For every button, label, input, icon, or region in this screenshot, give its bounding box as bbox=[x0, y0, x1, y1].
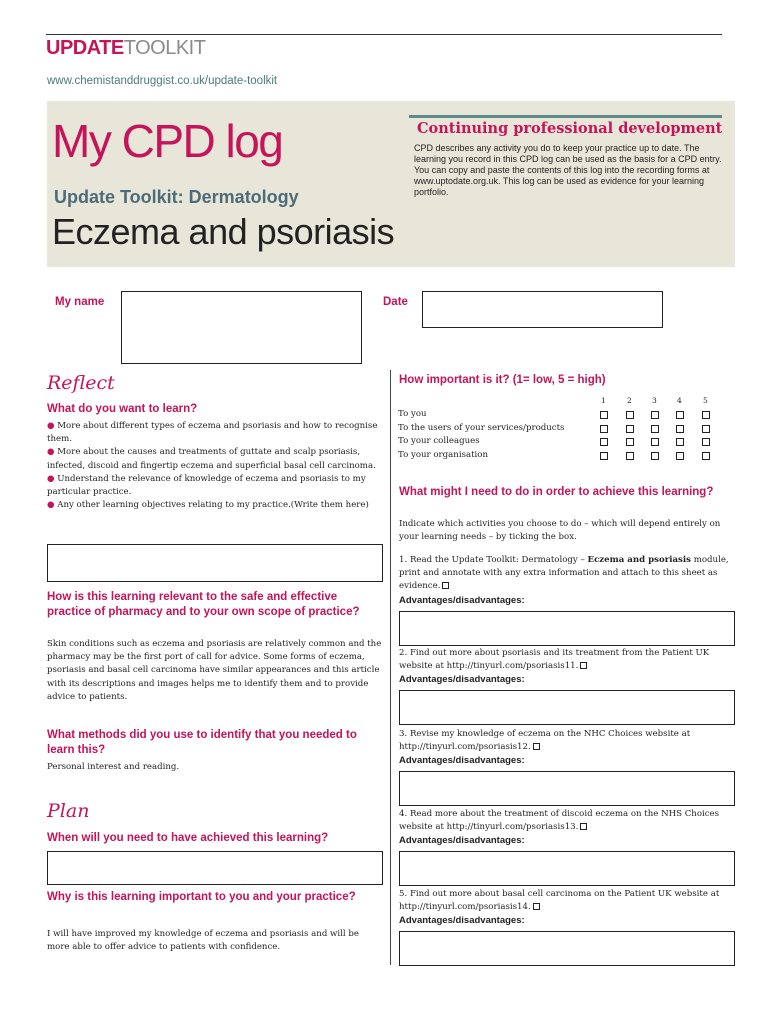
scale-5: 5 bbox=[703, 396, 708, 405]
reflect-bullets bbox=[47, 420, 382, 512]
importance-row bbox=[398, 408, 718, 422]
row-label: To your organisation bbox=[398, 449, 489, 460]
checkbox[interactable] bbox=[626, 411, 634, 419]
checkbox[interactable] bbox=[702, 452, 710, 460]
importance-question: How important is it? (1= low, 5 = high) bbox=[399, 374, 606, 386]
checkbox[interactable] bbox=[600, 411, 608, 419]
bullet-item: ● Understand the relevance of knowledge of eczema and psoriasis to my particular practice. bbox=[47, 473, 366, 498]
checkbox[interactable] bbox=[676, 411, 684, 419]
checkbox[interactable] bbox=[651, 438, 659, 446]
activity-item-5: 5. Find out more about basal cell carcinoma on the Patient UK website at http://tinyurl.com/psoriasis14. Advantages/disadvantages: bbox=[399, 888, 729, 928]
bullet-item: ● Any other learning objectives relating to my practice.(Write them here) bbox=[47, 500, 369, 511]
rating-scale-header bbox=[398, 396, 718, 408]
activity-item-2: 2. Find out more about psoriasis and its treatment from the Patient UK website at http://tinyurl.com/psoriasis11. Advantages/disadvantages: bbox=[399, 647, 729, 687]
advantages-field-2[interactable] bbox=[399, 690, 735, 725]
checkbox[interactable] bbox=[651, 452, 659, 460]
scale-4: 4 bbox=[677, 396, 682, 405]
checkbox[interactable] bbox=[626, 425, 634, 433]
row-label: To you bbox=[398, 409, 427, 419]
importance-row bbox=[398, 449, 718, 463]
reflect-heading: Reflect bbox=[47, 372, 115, 394]
learning-objectives-field[interactable] bbox=[47, 544, 383, 582]
name-label: My name bbox=[55, 296, 105, 308]
checkbox[interactable] bbox=[702, 425, 710, 433]
checkbox[interactable] bbox=[600, 425, 608, 433]
reflect-question-1: What do you want to learn? bbox=[47, 403, 198, 415]
importance-row bbox=[398, 435, 718, 449]
reflect-answer-2: Skin conditions such as eczema and psoriasis are relatively common and the pharmacy may be the first port of call for advice. Some forms of eczema, psoriasis and basal cell carcinoma have similar appearances and this article with its descriptions and images helps me to identify them and to provide advice to patients. bbox=[47, 639, 382, 702]
date-label: Date bbox=[383, 296, 408, 308]
page-subtitle: Update Toolkit: Dermatology bbox=[54, 187, 299, 207]
plan-question-2: Why is this learning important to you and your practice? bbox=[47, 891, 356, 903]
scale-2: 2 bbox=[627, 396, 632, 405]
checkbox[interactable] bbox=[676, 425, 684, 433]
site-url[interactable]: www.chemistanddruggist.co.uk/update-toolkit bbox=[47, 75, 278, 87]
reflect-question-3: What methods did you use to identify that you needed to learn this? bbox=[47, 729, 357, 756]
activity-item-1: 1. Read the Update Toolkit: Dermatology – Eczema and psoriasis module, print and annotate with any extra information and attach to this sheet as evidence. Advantages/disadvantages: bbox=[399, 555, 729, 606]
checkbox[interactable] bbox=[626, 438, 634, 446]
advantages-label: Advantages/disadvantages: bbox=[399, 594, 525, 606]
advantages-label: Advantages/disadvantages: bbox=[399, 755, 525, 767]
achieve-by-field[interactable] bbox=[47, 851, 383, 885]
plan-question-1: When will you need to have achieved this learning? bbox=[47, 832, 329, 844]
checkbox[interactable] bbox=[676, 438, 684, 446]
name-field[interactable] bbox=[121, 291, 362, 364]
row-label: To the users of your services/products bbox=[398, 422, 565, 433]
checkbox[interactable] bbox=[651, 411, 659, 419]
advantages-field-5[interactable] bbox=[399, 931, 735, 966]
achieve-intro: Indicate which activities you choose to do – which will depend entirely on your learning needs – by ticking the box. bbox=[399, 519, 721, 543]
checkbox[interactable] bbox=[702, 411, 710, 419]
checkbox[interactable] bbox=[626, 452, 634, 460]
checkbox[interactable] bbox=[676, 452, 684, 460]
topic-title: Eczema and psoriasis bbox=[52, 211, 395, 252]
checkbox[interactable] bbox=[580, 662, 587, 669]
cpd-heading: Continuing professional development bbox=[417, 120, 723, 137]
checkbox[interactable] bbox=[702, 438, 710, 446]
advantages-label: Advantages/disadvantages: bbox=[399, 835, 525, 847]
advantages-field-4[interactable] bbox=[399, 851, 735, 886]
checkbox[interactable] bbox=[442, 582, 449, 589]
activity-item-3: 3. Revise my knowledge of eczema on the NHC Choices website at http://tinyurl.com/psoriasis12. Advantages/disadvantages: bbox=[399, 728, 729, 768]
checkbox[interactable] bbox=[600, 452, 608, 460]
importance-row bbox=[398, 422, 718, 436]
advantages-field-1[interactable] bbox=[399, 611, 735, 646]
achieve-question: What might I need to do in order to achieve this learning? bbox=[399, 486, 714, 498]
checkbox[interactable] bbox=[651, 425, 659, 433]
cpd-description: CPD describes any activity you do to keep your practice up to date. The learning you record in this CPD log can be used as the basis for a CPD entry. You can copy and paste the contents of this log into the recording forms at www.uptodate.org.uk. This log can be used as evidence for your learning portfolio. bbox=[414, 143, 722, 197]
importance-table bbox=[398, 396, 718, 462]
advantages-field-3[interactable] bbox=[399, 771, 735, 806]
scale-1: 1 bbox=[601, 396, 606, 405]
checkbox[interactable] bbox=[533, 903, 540, 910]
advantages-label: Advantages/disadvantages: bbox=[399, 674, 525, 686]
reflect-answer-3: Personal interest and reading. bbox=[47, 762, 180, 772]
cpd-rule bbox=[409, 115, 722, 118]
advantages-label: Advantages/disadvantages: bbox=[399, 915, 525, 927]
column-divider bbox=[390, 370, 391, 965]
page-title: My CPD log bbox=[52, 115, 283, 167]
plan-answer-2: I will have improved my knowledge of eczema and psoriasis and will be more able to offer advice to patients with confidence. bbox=[47, 929, 359, 953]
bullet-item: ● More about different types of eczema and psoriasis and how to recognise them. bbox=[47, 421, 378, 445]
checkbox[interactable] bbox=[533, 743, 540, 750]
scale-3: 3 bbox=[652, 396, 657, 405]
checkbox[interactable] bbox=[580, 823, 587, 830]
row-label: To your colleagues bbox=[398, 436, 480, 446]
checkbox[interactable] bbox=[600, 438, 608, 446]
brand-logo: UPDATETOOLKIT bbox=[46, 37, 206, 59]
bullet-item: ● More about the causes and treatments of guttate and scalp psoriasis, infected, discoid and fingertip eczema and superficial basal cell carcinoma. bbox=[47, 447, 376, 471]
reflect-question-2: How is this learning relevant to the safe and effective practice of pharmacy and to your own scope of practice? bbox=[47, 591, 360, 618]
activity-item-4: 4. Read more about the treatment of discoid eczema on the NHS Choices website at http://tinyurl.com/psoriasis13. Advantages/disadvantages: bbox=[399, 808, 729, 848]
date-field[interactable] bbox=[422, 291, 663, 328]
plan-heading: Plan bbox=[47, 800, 90, 822]
top-rule bbox=[46, 34, 722, 35]
